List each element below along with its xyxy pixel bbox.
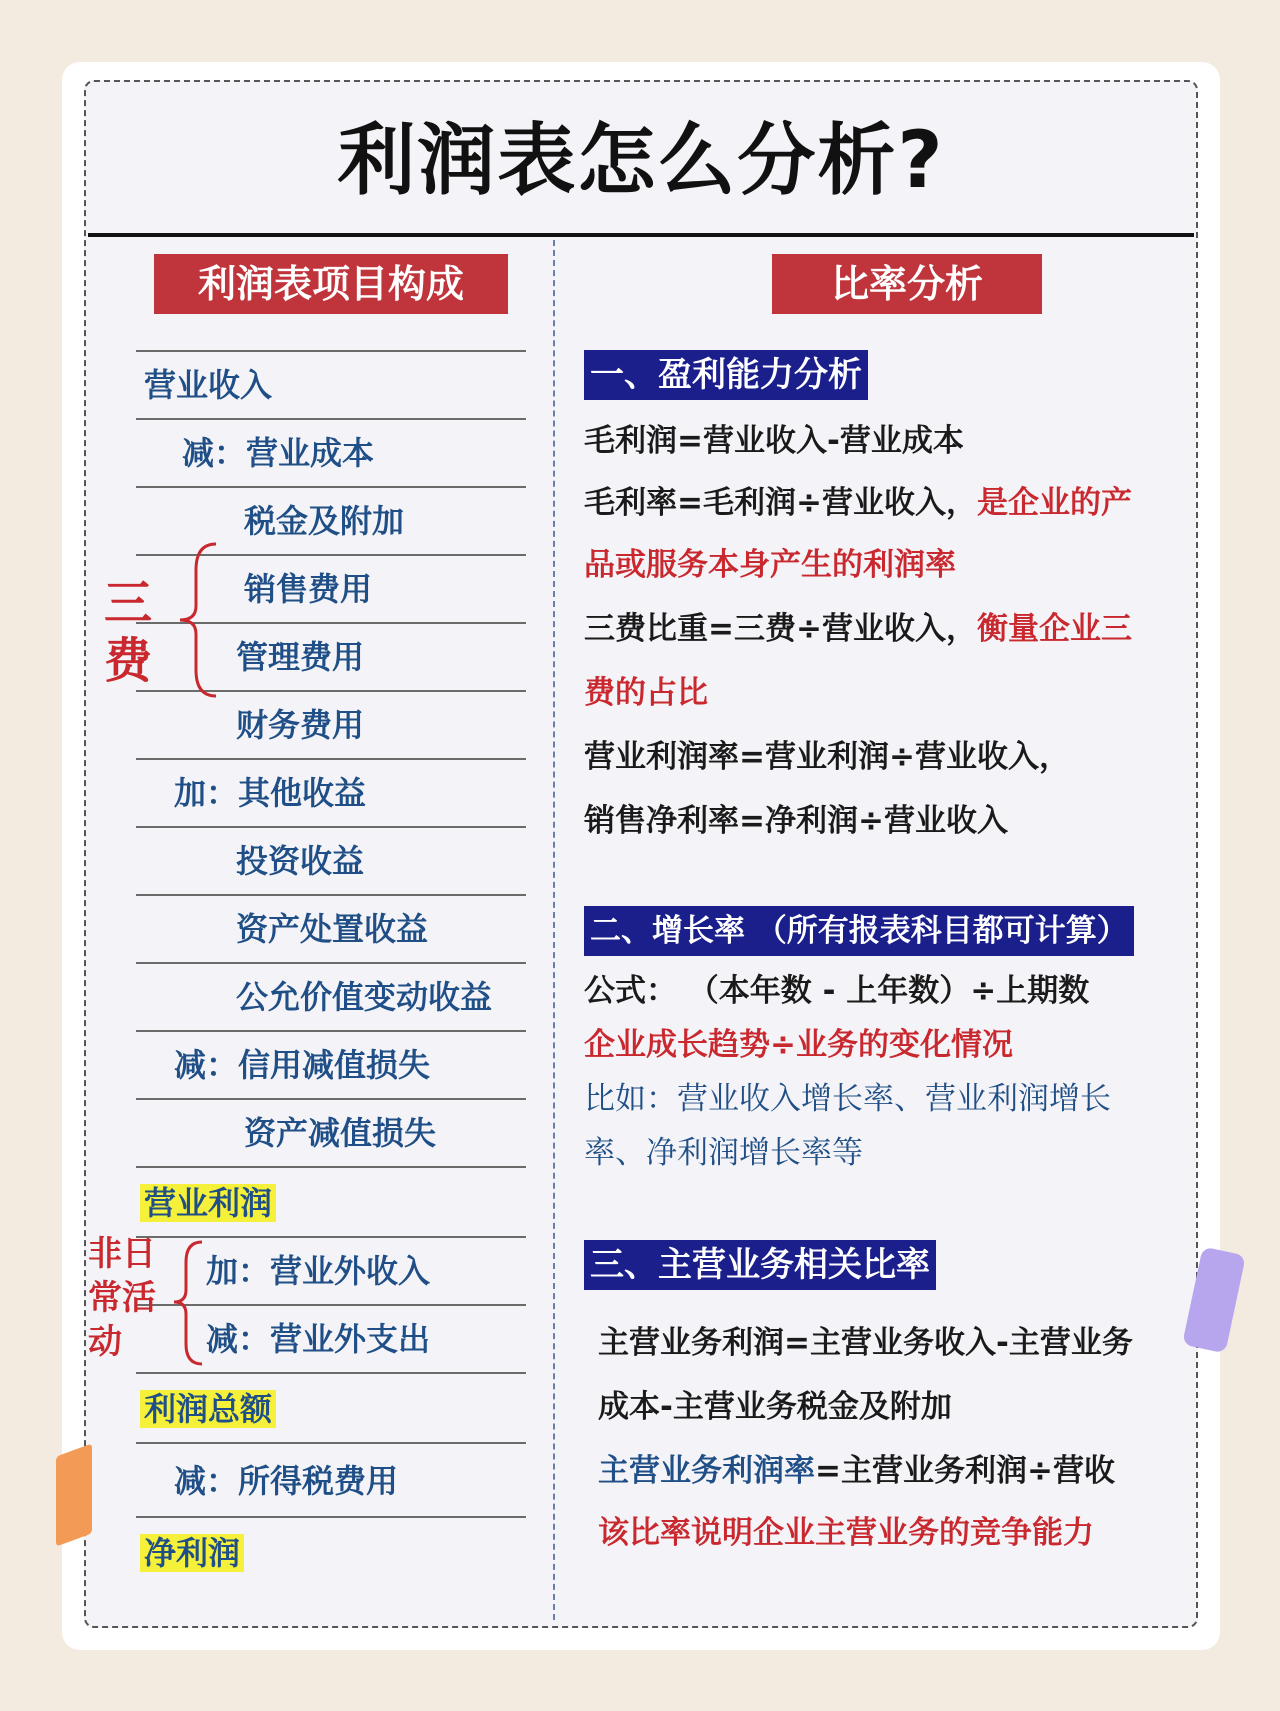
row-separator [136, 486, 526, 488]
row-separator [136, 894, 526, 896]
item-asset-disposal-gain: 资产处置收益 [236, 910, 429, 948]
sec3-line4: 该比率说明企业主营业务的竞争能力 [598, 1515, 1094, 1551]
sec1-line7: 销售净利率=净利润÷营业收入 [584, 803, 1008, 839]
section3-title: 三、主营业务相关比率 [584, 1240, 936, 1290]
row-separator [136, 962, 526, 964]
item-non-operating-income: 加：营业外收入 [206, 1252, 431, 1290]
highlight: 营业利润 [140, 1184, 276, 1222]
row-separator [136, 1098, 526, 1100]
item-net-profit [140, 1530, 244, 1576]
column-divider [553, 240, 555, 1620]
item-operating-cost: 减：营业成本 [182, 434, 375, 472]
non-routine-label-line2: 常活 [88, 1278, 156, 1318]
item-fair-value-change: 公允价值变动收益 [236, 978, 493, 1016]
item-income-tax: 减：所得税费用 [174, 1462, 399, 1500]
sec3-line2: 成本-主营业务税金及附加 [598, 1389, 952, 1425]
sec3-line3 [598, 1446, 1115, 1496]
row-separator [136, 1166, 526, 1168]
sec1-line3: 品或服务本身产生的利润率 [584, 547, 956, 583]
sec1-line2 [584, 478, 1132, 528]
sec1-line4 [584, 604, 1132, 654]
orange-sticker-decoration [56, 1443, 92, 1546]
row-separator [136, 1372, 526, 1374]
non-routine-label [88, 1232, 156, 1364]
non-routine-brace [170, 1238, 206, 1368]
sec1-line4-note: 衡量企业三 [976, 611, 1132, 647]
row-separator [136, 758, 526, 760]
sec1-line6: 营业利润率=营业利润÷营业收入， [584, 739, 1070, 775]
sec2-line4: 率、净利润增长率等 [584, 1135, 863, 1171]
sec3-line1: 主营业务利润=主营业务收入-主营业务 [598, 1325, 1133, 1361]
left-header: 利润表项目构成 [154, 254, 508, 314]
row-separator [136, 1442, 526, 1444]
item-credit-impairment: 减：信用减值损失 [174, 1046, 431, 1084]
san-fei-brace [176, 540, 220, 700]
sec2-line2: 企业成长趋势÷业务的变化情况 [584, 1027, 1013, 1063]
row-separator [136, 1516, 526, 1518]
section1-title: 一、盈利能力分析 [584, 350, 868, 400]
row-separator [136, 1030, 526, 1032]
sec1-line2-formula: 毛利率=毛利润÷营业收入， [584, 485, 977, 521]
item-total-profit [140, 1386, 276, 1432]
item-taxes-surcharges: 税金及附加 [244, 502, 405, 540]
section2-title: 二、增长率 （所有报表科目都可计算） [584, 906, 1134, 956]
non-routine-label-line3: 动 [88, 1322, 122, 1362]
san-fei-label: 三费 [104, 575, 153, 689]
sec1-line5: 费的占比 [584, 675, 708, 711]
item-investment-income: 投资收益 [236, 842, 365, 880]
sec1-line2-note: 是企业的产 [976, 485, 1132, 521]
highlight: 净利润 [140, 1534, 244, 1572]
item-operating-profit [140, 1180, 276, 1226]
sec1-line4-formula: 三费比重=三费÷营业收入， [584, 611, 977, 647]
item-non-operating-expense: 减：营业外支出 [206, 1320, 431, 1358]
sec1-line1: 毛利润=营业收入-营业成本 [584, 423, 964, 459]
sec3-line3-term: 主营业务利润率 [598, 1453, 815, 1489]
sec3-line3-formula: =主营业务利润÷营收 [815, 1453, 1115, 1489]
item-admin-expenses: 管理费用 [236, 638, 365, 676]
right-header: 比率分析 [772, 254, 1042, 314]
row-separator [136, 350, 526, 352]
item-operating-revenue: 营业收入 [144, 366, 273, 404]
non-routine-label-line1: 非日 [88, 1234, 156, 1274]
item-financial-expenses: 财务费用 [236, 706, 365, 744]
sec2-line1: 公式： （本年数 - 上年数）÷上期数 [584, 973, 1090, 1009]
highlight: 利润总额 [140, 1390, 276, 1428]
sec2-line3: 比如：营业收入增长率、营业利润增长 [584, 1081, 1111, 1117]
item-other-income: 加：其他收益 [174, 774, 367, 812]
row-separator [136, 826, 526, 828]
item-selling-expenses: 销售费用 [244, 570, 373, 608]
row-separator [136, 418, 526, 420]
title-divider [88, 233, 1194, 237]
item-asset-impairment: 资产减值损失 [244, 1114, 437, 1152]
page-title: 利润表怎么分析? [337, 116, 945, 206]
